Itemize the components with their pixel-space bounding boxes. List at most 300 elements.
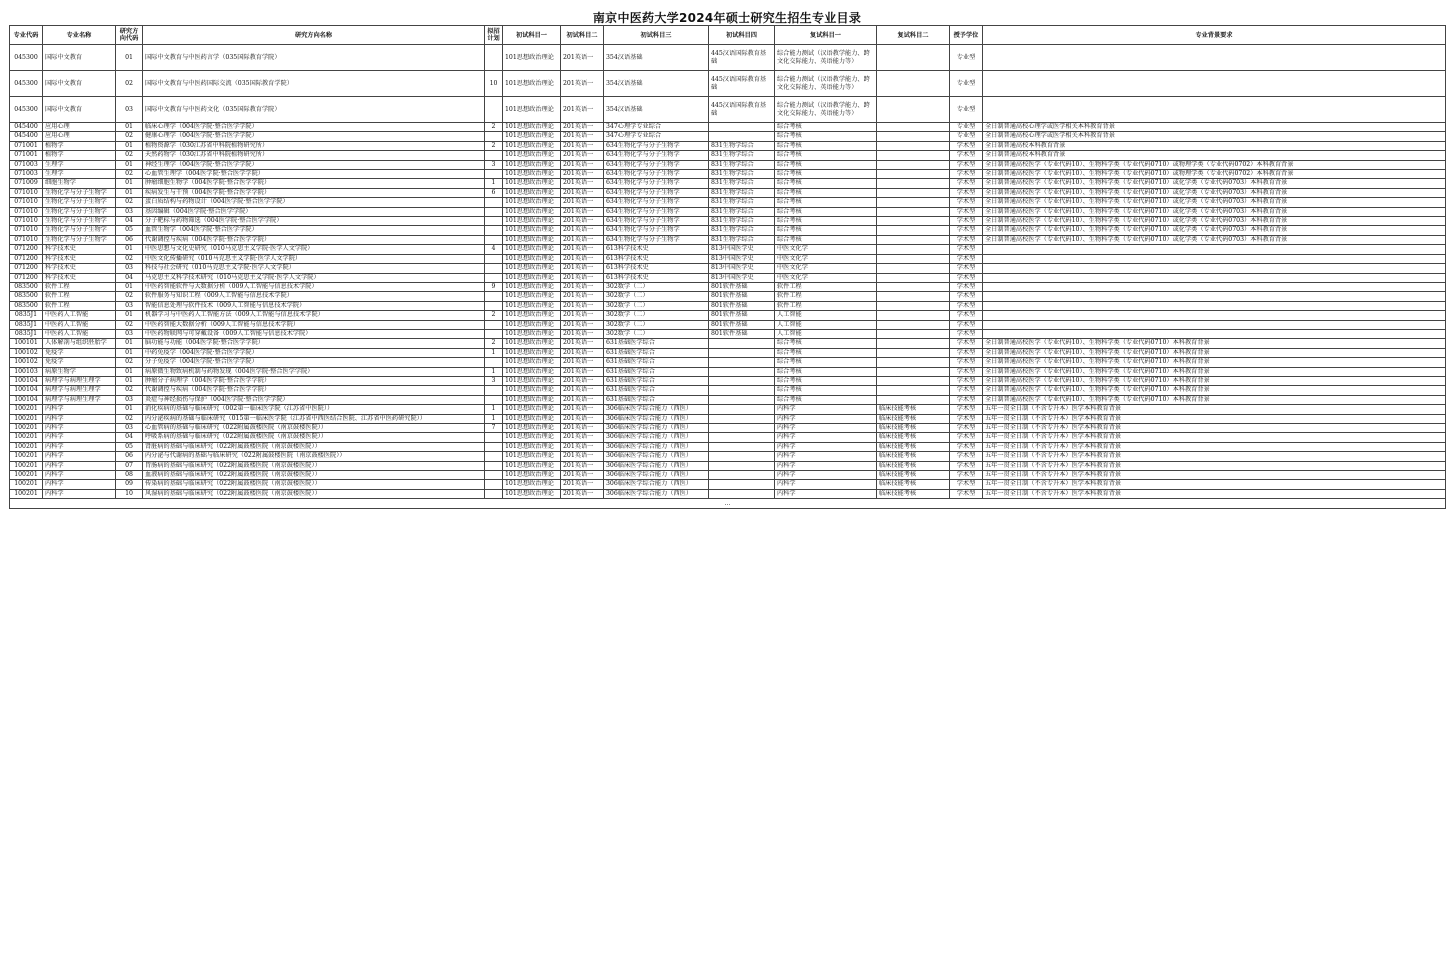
cell-major-code: 100104 <box>10 386 43 395</box>
cell-retest-2 <box>877 226 950 235</box>
cell-major-code: 071010 <box>10 207 43 216</box>
cell-exam-4: 831生物学综合 <box>709 179 775 188</box>
cell-degree: 学术型 <box>950 282 983 291</box>
cell-exam-1: 101思想政治理论 <box>503 367 561 376</box>
cell-exam-3: 631基础医学综合 <box>604 367 709 376</box>
header-exam-4: 初试科目四 <box>709 26 775 45</box>
cell-retest-1: 综合考核 <box>775 132 877 141</box>
cell-direction-name: 分子靶标与药物筛选（004医学院·整合医学学院） <box>143 217 485 226</box>
cell-major-code: 100101 <box>10 339 43 348</box>
cell-exam-1: 101思想政治理论 <box>503 179 561 188</box>
cell-exam-2: 201英语一 <box>561 71 604 97</box>
cell-retest-2: 临床技能考核 <box>877 480 950 489</box>
header-exam-1: 初试科目一 <box>503 26 561 45</box>
cell-exam-2: 201英语一 <box>561 188 604 197</box>
cell-major-name: 内科学 <box>43 489 116 498</box>
cell-direction-code: 01 <box>116 311 143 320</box>
cell-retest-2 <box>877 320 950 329</box>
cell-plan: 1 <box>485 348 503 357</box>
cell-direction-code: 02 <box>116 386 143 395</box>
table-row <box>10 471 1446 480</box>
cell-plan <box>485 170 503 179</box>
cell-retest-2 <box>877 301 950 310</box>
cell-direction-code: 03 <box>116 424 143 433</box>
cell-degree: 学术型 <box>950 141 983 150</box>
cell-background <box>983 71 1446 97</box>
cell-major-name: 内科学 <box>43 433 116 442</box>
cell-plan <box>485 358 503 367</box>
cell-direction-code: 05 <box>116 226 143 235</box>
cell-retest-1: 综合考核 <box>775 226 877 235</box>
cell-exam-1: 101思想政治理论 <box>503 405 561 414</box>
table-continuation-row <box>10 499 1446 509</box>
cell-degree: 学术型 <box>950 339 983 348</box>
cell-exam-4: 813中国医学史 <box>709 264 775 273</box>
table-row <box>10 452 1446 461</box>
cell-background: 全日制普通高校医学（专业代码10）、生物科学类（专业代码0710）或化学类（专业代码0703）本科教育背景 <box>983 235 1446 244</box>
cell-plan <box>485 442 503 451</box>
cell-exam-4: 831生物学综合 <box>709 217 775 226</box>
cell-exam-1: 101思想政治理论 <box>503 452 561 461</box>
cell-plan <box>485 207 503 216</box>
table-row <box>10 245 1446 254</box>
header-major-code: 专业代码 <box>10 26 43 45</box>
cell-degree: 学术型 <box>950 179 983 188</box>
table-row <box>10 329 1446 338</box>
cell-degree: 学术型 <box>950 245 983 254</box>
cell-major-name: 应用心理 <box>43 123 116 132</box>
cell-degree: 学术型 <box>950 292 983 301</box>
cell-retest-1: 软件工程 <box>775 282 877 291</box>
cell-exam-1: 101思想政治理论 <box>503 301 561 310</box>
cell-degree: 学术型 <box>950 424 983 433</box>
cell-major-code: 071200 <box>10 245 43 254</box>
cell-plan <box>485 132 503 141</box>
cell-exam-2: 201英语一 <box>561 45 604 71</box>
cell-exam-3: 634生物化学与分子生物学 <box>604 179 709 188</box>
cell-major-name: 人体解剖与组织胚胎学 <box>43 339 116 348</box>
cell-exam-2: 201英语一 <box>561 433 604 442</box>
cell-retest-1: 综合考核 <box>775 348 877 357</box>
cell-retest-1: 综合考核 <box>775 386 877 395</box>
cell-background: 五年一贯全日制（不含专升本）医学本科教育背景 <box>983 433 1446 442</box>
cell-exam-4: 831生物学综合 <box>709 141 775 150</box>
cell-exam-1: 101思想政治理论 <box>503 320 561 329</box>
table-row <box>10 442 1446 451</box>
cell-plan: 7 <box>485 424 503 433</box>
cell-major-name: 内科学 <box>43 471 116 480</box>
cell-major-name: 生物化学与分子生物学 <box>43 198 116 207</box>
cell-direction-name: 蛋白质结构与药物设计（004医学院·整合医学学院） <box>143 198 485 207</box>
cell-exam-2: 201英语一 <box>561 348 604 357</box>
cell-exam-1: 101思想政治理论 <box>503 97 561 123</box>
cell-retest-2 <box>877 207 950 216</box>
cell-degree: 学术型 <box>950 376 983 385</box>
table-row <box>10 151 1446 160</box>
cell-direction-name: 健康心理学（004医学院·整合医学学院） <box>143 132 485 141</box>
cell-background: 全日制普通高校医学（专业代码10）、生物科学类（专业代码0710）或化学类（专业代码0703）本科教育背景 <box>983 188 1446 197</box>
cell-background: 五年一贯全日制（不含专升本）医学本科教育背景 <box>983 405 1446 414</box>
cell-direction-name: 国际中文教育与中医药言学（035国际教育学院） <box>143 45 485 71</box>
cell-retest-2: 临床技能考核 <box>877 461 950 470</box>
cell-direction-code: 07 <box>116 461 143 470</box>
cell-plan <box>485 217 503 226</box>
cell-retest-1: 综合考核 <box>775 217 877 226</box>
cell-retest-1: 中医文化学 <box>775 254 877 263</box>
cell-background: 全日制普通高校医学（专业代码10）、生物科学类（专业代码0710）或化学类（专业代码0703）本科教育背景 <box>983 179 1446 188</box>
cell-retest-1: 中医文化学 <box>775 273 877 282</box>
cell-major-name: 科学技术史 <box>43 245 116 254</box>
cell-retest-1: 内科学 <box>775 452 877 461</box>
cell-direction-name: 内分泌与代谢病的基础与临床研究（022附属鼓楼医院（南京鼓楼医院）） <box>143 452 485 461</box>
cell-plan <box>485 461 503 470</box>
cell-background: 全日制普通高校医学（专业代码10）、生物科学类（专业代码0710）本科教育背景 <box>983 395 1446 404</box>
cell-direction-code: 01 <box>116 405 143 414</box>
cell-exam-4 <box>709 471 775 480</box>
cell-plan: 2 <box>485 141 503 150</box>
table-row <box>10 320 1446 329</box>
cell-retest-1: 综合考核 <box>775 188 877 197</box>
cell-exam-3: 634生物化学与分子生物学 <box>604 151 709 160</box>
cell-background <box>983 301 1446 310</box>
cell-degree: 学术型 <box>950 170 983 179</box>
cell-major-code: 045400 <box>10 132 43 141</box>
header-direction-code: 研究方向代码 <box>116 26 143 45</box>
cell-exam-4: 831生物学综合 <box>709 235 775 244</box>
cell-major-code: 071003 <box>10 170 43 179</box>
cell-major-name: 软件工程 <box>43 301 116 310</box>
cell-direction-name: 病原微生物致病机制与药物发现（004医学院·整合医学学院） <box>143 367 485 376</box>
cell-direction-name: 中医药物联网与可穿戴设备（009人工智能与信息技术学院） <box>143 329 485 338</box>
cell-retest-2 <box>877 235 950 244</box>
cell-direction-code: 02 <box>116 320 143 329</box>
cell-degree: 学术型 <box>950 264 983 273</box>
cell-major-code: 100104 <box>10 376 43 385</box>
cell-major-code: 071010 <box>10 235 43 244</box>
cell-major-name: 内科学 <box>43 452 116 461</box>
cell-exam-2: 201英语一 <box>561 292 604 301</box>
cell-background <box>983 329 1446 338</box>
cell-exam-2: 201英语一 <box>561 424 604 433</box>
cell-retest-2 <box>877 292 950 301</box>
cell-major-code: 045400 <box>10 123 43 132</box>
cell-exam-2: 201英语一 <box>561 170 604 179</box>
cell-exam-3: 631基础医学综合 <box>604 376 709 385</box>
cell-retest-2 <box>877 45 950 71</box>
cell-exam-4: 445汉语国际教育基础 <box>709 45 775 71</box>
cell-exam-3: 302数学（二） <box>604 329 709 338</box>
cell-background <box>983 282 1446 291</box>
cell-direction-name: 智能信息处理与软件技术（009人工智能与信息技术学院） <box>143 301 485 310</box>
cell-major-code: 071200 <box>10 264 43 273</box>
cell-exam-4 <box>709 132 775 141</box>
cell-major-code: 100201 <box>10 471 43 480</box>
cell-direction-code: 08 <box>116 471 143 480</box>
cell-exam-1: 101思想政治理论 <box>503 282 561 291</box>
cell-retest-2 <box>877 339 950 348</box>
cell-degree: 学术型 <box>950 471 983 480</box>
cell-direction-name: 呼吸系病的基础与临床研究（022附属鼓楼医院（南京鼓楼医院）） <box>143 433 485 442</box>
cell-exam-1: 101思想政治理论 <box>503 424 561 433</box>
cell-degree: 学术型 <box>950 395 983 404</box>
cell-degree: 学术型 <box>950 254 983 263</box>
cell-major-name: 内科学 <box>43 424 116 433</box>
cell-major-name: 免疫学 <box>43 358 116 367</box>
cell-exam-3: 634生物化学与分子生物学 <box>604 188 709 197</box>
cell-exam-1: 101思想政治理论 <box>503 245 561 254</box>
cell-major-code: 071003 <box>10 160 43 169</box>
cell-exam-3: 347心理学专业综合 <box>604 132 709 141</box>
cell-exam-1: 101思想政治理论 <box>503 414 561 423</box>
cell-major-code: 100201 <box>10 433 43 442</box>
cell-exam-3: 631基础医学综合 <box>604 339 709 348</box>
table-row <box>10 480 1446 489</box>
cell-exam-2: 201英语一 <box>561 339 604 348</box>
cell-direction-name: 神经生理学（004医学院·整合医学学院） <box>143 160 485 169</box>
cell-exam-4: 831生物学综合 <box>709 151 775 160</box>
cell-exam-4 <box>709 480 775 489</box>
cell-retest-1: 中医文化学 <box>775 245 877 254</box>
cell-exam-1: 101思想政治理论 <box>503 273 561 282</box>
cell-retest-1: 综合考核 <box>775 339 877 348</box>
cell-exam-4: 831生物学综合 <box>709 160 775 169</box>
cell-direction-name: 国际中文教育与中医药国际交流（035国际教育学院） <box>143 71 485 97</box>
cell-exam-2: 201英语一 <box>561 207 604 216</box>
cell-retest-1: 综合考核 <box>775 395 877 404</box>
cell-exam-2: 201英语一 <box>561 414 604 423</box>
cell-exam-3: 302数学（二） <box>604 292 709 301</box>
table-row <box>10 348 1446 357</box>
cell-major-name: 国际中文教育 <box>43 45 116 71</box>
cell-retest-1: 综合能力测试（汉语教学能力、跨文化交际能力、英语能力等） <box>775 71 877 97</box>
cell-exam-1: 101思想政治理论 <box>503 160 561 169</box>
cell-major-name: 软件工程 <box>43 282 116 291</box>
table-row <box>10 188 1446 197</box>
cell-major-name: 内科学 <box>43 442 116 451</box>
cell-degree: 学术型 <box>950 198 983 207</box>
cell-exam-3: 613科学技术史 <box>604 273 709 282</box>
cell-exam-3: 634生物化学与分子生物学 <box>604 160 709 169</box>
cell-direction-name: 马克思主义科学技术研究（010马克思主义学院·医学人文学院） <box>143 273 485 282</box>
table-row <box>10 207 1446 216</box>
cell-degree: 学术型 <box>950 329 983 338</box>
cell-exam-2: 201英语一 <box>561 217 604 226</box>
header-retest-2: 复试科目二 <box>877 26 950 45</box>
cell-plan <box>485 395 503 404</box>
cell-major-code: 100102 <box>10 348 43 357</box>
cell-retest-2: 临床技能考核 <box>877 471 950 480</box>
cell-major-code: 100201 <box>10 414 43 423</box>
header-exam-2: 初试科目二 <box>561 26 604 45</box>
cell-direction-name: 心血管病的基础与临床研究（022附属鼓楼医院（南京鼓楼医院）） <box>143 424 485 433</box>
cell-major-name: 生物化学与分子生物学 <box>43 188 116 197</box>
cell-retest-1: 综合考核 <box>775 170 877 179</box>
cell-exam-3: 613科学技术史 <box>604 245 709 254</box>
cell-exam-4 <box>709 424 775 433</box>
cell-direction-name: 疾病发生与干预（004医学院·整合医学学院） <box>143 188 485 197</box>
cell-exam-2: 201英语一 <box>561 254 604 263</box>
cell-plan: 4 <box>485 245 503 254</box>
cell-retest-2 <box>877 311 950 320</box>
cell-background: 全日制普通高校医学（专业代码10）、生物科学类（专业代码0710）本科教育背景 <box>983 386 1446 395</box>
table-row <box>10 424 1446 433</box>
cell-exam-2: 201英语一 <box>561 489 604 498</box>
cell-plan <box>485 45 503 71</box>
cell-direction-name: 代谢调控与疾病（004医学院·整合医学学院） <box>143 386 485 395</box>
cell-exam-3: 634生物化学与分子生物学 <box>604 207 709 216</box>
catalog-table <box>9 25 1446 509</box>
cell-exam-4: 831生物学综合 <box>709 198 775 207</box>
cell-retest-1: 内科学 <box>775 424 877 433</box>
cell-exam-2: 201英语一 <box>561 395 604 404</box>
cell-exam-4 <box>709 433 775 442</box>
cell-direction-code: 01 <box>116 348 143 357</box>
cell-background <box>983 45 1446 71</box>
cell-retest-2 <box>877 282 950 291</box>
cell-direction-name: 机器学习与中医药人工智能方法（009人工智能与信息技术学院） <box>143 311 485 320</box>
cell-direction-code: 02 <box>116 71 143 97</box>
cell-direction-name: 心血管生理学（004医学院·整合医学学院） <box>143 170 485 179</box>
cell-background <box>983 292 1446 301</box>
cell-direction-code: 01 <box>116 141 143 150</box>
cell-direction-code: 01 <box>116 179 143 188</box>
cell-exam-2: 201英语一 <box>561 376 604 385</box>
cell-direction-code: 01 <box>116 282 143 291</box>
cell-direction-code: 02 <box>116 132 143 141</box>
cell-direction-code: 09 <box>116 480 143 489</box>
cell-exam-2: 201英语一 <box>561 386 604 395</box>
cell-exam-1: 101思想政治理论 <box>503 348 561 357</box>
cell-direction-name: 中医思想与文化史研究（010马克思主义学院·医学人文学院） <box>143 245 485 254</box>
cell-exam-3: 354汉语基础 <box>604 97 709 123</box>
cell-exam-1: 101思想政治理论 <box>503 358 561 367</box>
cell-exam-3: 631基础医学综合 <box>604 395 709 404</box>
cell-major-name: 内科学 <box>43 480 116 489</box>
cell-exam-2: 201英语一 <box>561 273 604 282</box>
cell-retest-1: 人工智能 <box>775 320 877 329</box>
cell-exam-4: 813中国医学史 <box>709 254 775 263</box>
cell-direction-code: 01 <box>116 123 143 132</box>
document-title: 南京中医药大学2024年硕士研究生招生专业目录 <box>592 11 862 25</box>
cell-degree: 学术型 <box>950 320 983 329</box>
header-retest-1: 复试科目一 <box>775 26 877 45</box>
cell-major-code: 045300 <box>10 71 43 97</box>
cell-plan <box>485 320 503 329</box>
cell-exam-2: 201英语一 <box>561 367 604 376</box>
cell-plan: 2 <box>485 339 503 348</box>
cell-retest-2 <box>877 179 950 188</box>
cell-plan: 3 <box>485 376 503 385</box>
cell-exam-2: 201英语一 <box>561 123 604 132</box>
cell-exam-1: 101思想政治理论 <box>503 132 561 141</box>
cell-major-name: 内科学 <box>43 405 116 414</box>
cell-direction-code: 01 <box>116 245 143 254</box>
cell-exam-2: 201英语一 <box>561 97 604 123</box>
cell-exam-1: 101思想政治理论 <box>503 471 561 480</box>
cell-direction-code: 01 <box>116 367 143 376</box>
cell-retest-2 <box>877 395 950 404</box>
cell-retest-2 <box>877 160 950 169</box>
cell-direction-name: 软件服务与知识工程（009人工智能与信息技术学院） <box>143 292 485 301</box>
cell-exam-4 <box>709 452 775 461</box>
table-row <box>10 179 1446 188</box>
cell-major-name: 中医药人工智能 <box>43 329 116 338</box>
cell-exam-3: 613科学技术史 <box>604 254 709 263</box>
cell-exam-4 <box>709 348 775 357</box>
cell-exam-2: 201英语一 <box>561 301 604 310</box>
cell-plan: 1 <box>485 367 503 376</box>
cell-retest-1: 综合考核 <box>775 235 877 244</box>
cell-major-code: 083500 <box>10 292 43 301</box>
table-row <box>10 311 1446 320</box>
cell-exam-4 <box>709 395 775 404</box>
cell-exam-1: 101思想政治理论 <box>503 433 561 442</box>
cell-retest-1: 内科学 <box>775 471 877 480</box>
cell-major-name: 生理学 <box>43 160 116 169</box>
cell-background: 全日制普通高校医学（专业代码10）、生物科学类（专业代码0710）或化学类（专业代码0703）本科教育背景 <box>983 207 1446 216</box>
cell-exam-4: 801软件基础 <box>709 301 775 310</box>
cell-exam-4 <box>709 339 775 348</box>
cell-exam-2: 201英语一 <box>561 480 604 489</box>
cell-direction-name: 国际中文教育与中医药文化（035国际教育学院） <box>143 97 485 123</box>
cell-exam-4: 801软件基础 <box>709 282 775 291</box>
table-row <box>10 282 1446 291</box>
cell-exam-2: 201英语一 <box>561 235 604 244</box>
cell-exam-2: 201英语一 <box>561 461 604 470</box>
cell-plan <box>485 301 503 310</box>
cell-direction-name: 胃肠病的基础与临床研究（022附属鼓楼医院（南京鼓楼医院）） <box>143 461 485 470</box>
cell-plan: 2 <box>485 311 503 320</box>
cell-retest-2 <box>877 348 950 357</box>
cell-major-code: 100201 <box>10 442 43 451</box>
cell-major-name: 应用心理 <box>43 132 116 141</box>
cell-degree: 学术型 <box>950 217 983 226</box>
cell-major-name: 软件工程 <box>43 292 116 301</box>
cell-major-name: 免疫学 <box>43 348 116 357</box>
cell-degree: 学术型 <box>950 226 983 235</box>
cell-exam-3: 306临床医学综合能力（西医） <box>604 480 709 489</box>
cell-direction-name: 肿瘤分子病理学（004医学院·整合医学学院） <box>143 376 485 385</box>
cell-exam-1: 101思想政治理论 <box>503 217 561 226</box>
cell-background: 五年一贯全日制（不含专升本）医学本科教育背景 <box>983 489 1446 498</box>
cell-major-code: 100201 <box>10 424 43 433</box>
cell-retest-1: 软件工程 <box>775 292 877 301</box>
cell-background <box>983 97 1446 123</box>
cell-exam-4: 813中国医学史 <box>709 273 775 282</box>
cell-background <box>983 320 1446 329</box>
cell-major-code: 071001 <box>10 141 43 150</box>
cell-exam-2: 201英语一 <box>561 358 604 367</box>
cell-exam-4: 831生物学综合 <box>709 207 775 216</box>
cell-exam-2: 201英语一 <box>561 198 604 207</box>
cell-exam-3: 302数学（二） <box>604 282 709 291</box>
cell-plan <box>485 292 503 301</box>
cell-major-name: 植物学 <box>43 141 116 150</box>
cell-exam-3: 631基础医学综合 <box>604 386 709 395</box>
cell-plan: 9 <box>485 282 503 291</box>
cell-exam-3: 347心理学专业综合 <box>604 123 709 132</box>
cell-exam-1: 101思想政治理论 <box>503 141 561 150</box>
cell-exam-4 <box>709 489 775 498</box>
cell-plan <box>485 226 503 235</box>
cell-direction-name: 天然药物学（030江苏省中科院植物研究所） <box>143 151 485 160</box>
cell-exam-1: 101思想政治理论 <box>503 339 561 348</box>
cell-exam-4: 831生物学综合 <box>709 170 775 179</box>
table-row <box>10 358 1446 367</box>
cell-major-name: 科学技术史 <box>43 264 116 273</box>
cell-retest-1: 综合考核 <box>775 141 877 150</box>
cell-exam-1: 101思想政治理论 <box>503 480 561 489</box>
